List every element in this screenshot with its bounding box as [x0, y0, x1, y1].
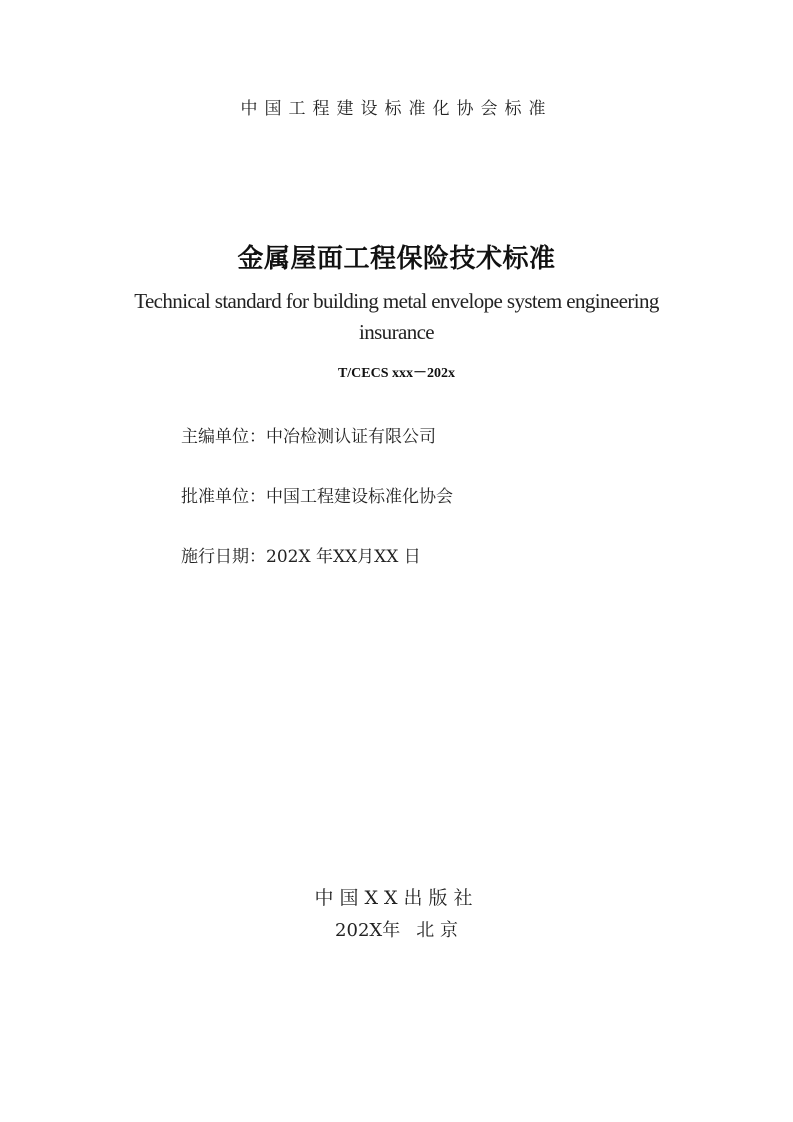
- publication-date-place: [0, 916, 793, 942]
- title-english: [0, 286, 793, 348]
- editor-unit: [181, 422, 436, 447]
- approver-unit-value: 中国工程建设标准化协会: [266, 487, 453, 507]
- title-english-line-2: insurance: [358, 320, 435, 344]
- publication-city: 北 京: [416, 920, 458, 941]
- editor-unit-value: 中冶检测认证有限公司: [266, 427, 436, 447]
- effective-date: [181, 542, 421, 567]
- approver-unit: [181, 482, 453, 507]
- effective-date-value: 202X 年XX月XX 日: [266, 547, 421, 567]
- approver-unit-label: 批准单位：: [181, 487, 266, 507]
- editor-unit-label: 主编单位：: [181, 427, 266, 447]
- publisher-name: 中国XX出版社: [314, 887, 479, 909]
- effective-date-label: 施行日期：: [181, 547, 266, 567]
- organization-standard-header: 中国工程建设标准化协会标准: [240, 99, 553, 119]
- publication-year: 202X年: [335, 920, 401, 941]
- title-chinese: 金属屋面工程保险技术标准: [237, 244, 556, 274]
- title-english-line-1: Technical standard for building metal envelope system engineering: [134, 289, 659, 313]
- standard-code: T/CECS xxx－202x: [337, 366, 456, 381]
